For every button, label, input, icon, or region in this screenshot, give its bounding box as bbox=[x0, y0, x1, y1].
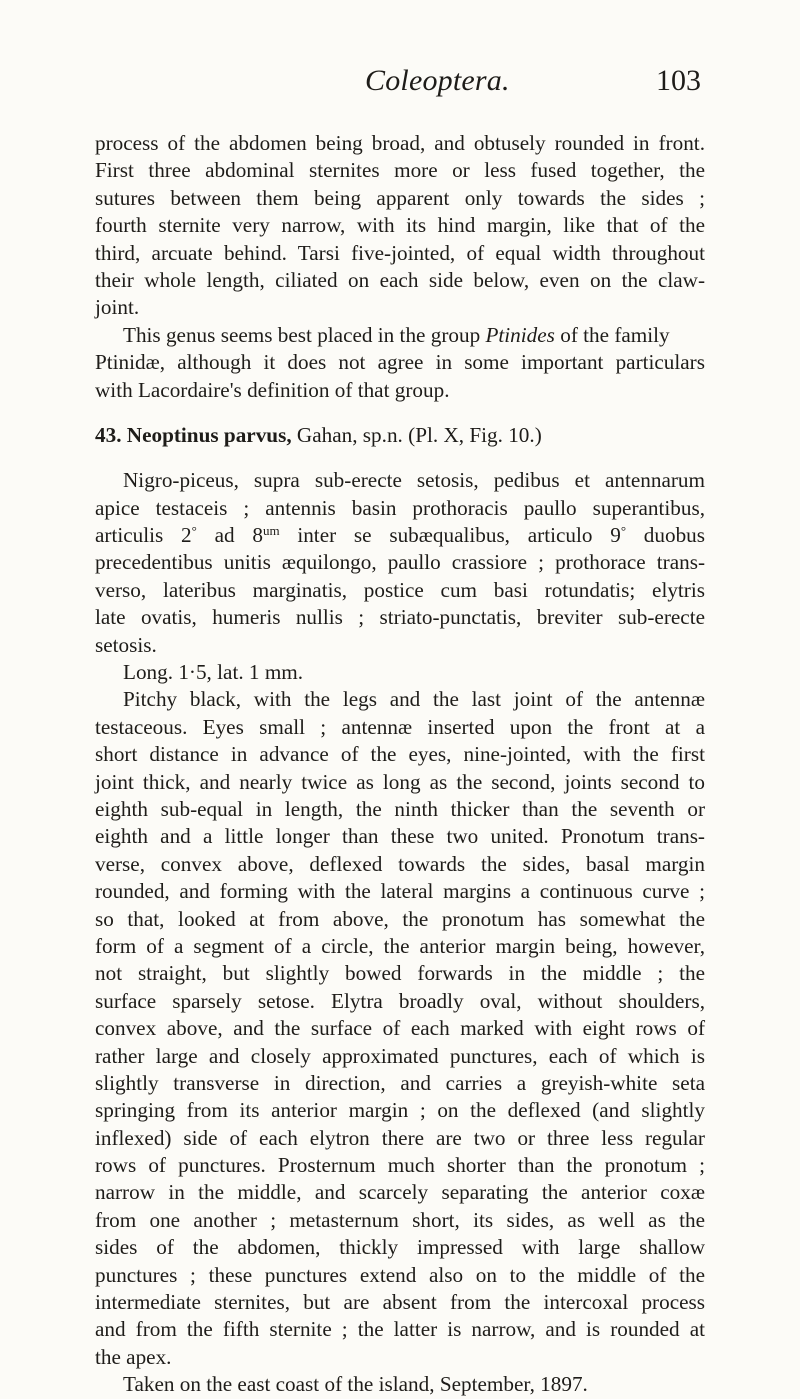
description-line: rounded, and forming with the lateral margins a continuous curve ; bbox=[95, 879, 705, 904]
running-head bbox=[0, 60, 800, 110]
latin-line bbox=[95, 522, 705, 549]
description-line: rows of punctures. Prosternum much shorter than the pronotum ; bbox=[95, 1153, 705, 1178]
measurement-line: Long. 1·5, lat. 1 mm. bbox=[123, 660, 304, 685]
text-run: articulis 2 bbox=[95, 523, 192, 548]
ordinal-suffix: um bbox=[262, 523, 280, 539]
description-line: surface sparsely setose. Elytra broadly oval, without shoulders, bbox=[95, 988, 705, 1013]
text-run: ad 8 bbox=[196, 523, 263, 548]
description-line: eighth and a little longer than these two united. Pronotum trans- bbox=[95, 824, 705, 849]
description-line: and from the fifth sternite ; the latter is narrow, and is rounded at bbox=[95, 1317, 705, 1342]
text-line: process of the abdomen being broad, and obtusely rounded in front. bbox=[95, 131, 705, 155]
text-line: sutures between them being apparent only towards the sides ; bbox=[95, 185, 705, 210]
description-line: so that, looked at from above, the pronotum has somewhat the bbox=[95, 906, 705, 931]
description-line: slightly transverse in direction, and carries a greyish-white seta bbox=[95, 1070, 705, 1095]
description-line: testaceous. Eyes small ; antennæ inserted upon the front at a bbox=[95, 714, 705, 739]
description-line: not straight, but slightly bowed forwards in the middle ; the bbox=[95, 961, 705, 986]
species-heading bbox=[95, 422, 705, 449]
description-line: from one another ; metasternum short, its sides, as well as the bbox=[95, 1207, 705, 1232]
degree-mark: ° bbox=[620, 523, 627, 539]
text-run: inter se subæqualibus, articulo 9 bbox=[279, 523, 621, 548]
description-line: form of a segment of a circle, the anterior margin being, however, bbox=[95, 933, 705, 958]
species-number: 43. bbox=[95, 422, 122, 447]
text-run: duobus bbox=[626, 523, 706, 548]
description-line: joint thick, and nearly twice as long as the second, joints second to bbox=[95, 769, 705, 794]
text-line: with Lacordaire's definition of that group. bbox=[95, 377, 450, 402]
description-line: narrow in the middle, and scarcely separating the anterior coxæ bbox=[95, 1180, 705, 1205]
group-name: Ptinides bbox=[485, 322, 555, 347]
description-line: intermediate sternites, but are absent from the intercoxal process bbox=[95, 1290, 705, 1315]
description-line: convex above, and the surface of each marked with eight rows of bbox=[95, 1016, 705, 1041]
description-line: inflexed) side of each elytron there are two or three less regular bbox=[95, 1125, 705, 1150]
latin-line: verso, lateribus marginatis, postice cum basi rotundatis; elytris bbox=[95, 577, 705, 602]
locality-line: Taken on the east coast of the island, September, 1897. bbox=[123, 1372, 588, 1397]
text-line: First three abdominal sternites more or less fused together, the bbox=[95, 158, 705, 183]
description-line: rather large and closely approximated punctures, each of which is bbox=[95, 1043, 705, 1068]
page-body bbox=[95, 130, 705, 1399]
description-line: punctures ; these punctures extend also on to the middle of the bbox=[95, 1262, 705, 1287]
description-line: verse, convex above, deflexed towards the sides, basal margin bbox=[95, 851, 705, 876]
description-line: short distance in advance of the eyes, nine-jointed, with the first bbox=[95, 742, 705, 767]
text-line bbox=[95, 322, 705, 349]
text-run: This genus seems best placed in the group bbox=[123, 322, 486, 347]
latin-line: apice testaceis ; antennis basin prothoracis paullo superantibus, bbox=[95, 495, 705, 520]
text-line: joint. bbox=[95, 295, 140, 320]
text-line: their whole length, ciliated on each side below, even on the claw- bbox=[95, 267, 705, 292]
text-line: third, arcuate behind. Tarsi five-jointed, of equal width throughout bbox=[95, 240, 705, 265]
description-line: springing from its anterior margin ; on the deflexed (and slightly bbox=[95, 1098, 705, 1123]
text-line: Ptinidæ, although it does not agree in some important particulars bbox=[95, 350, 705, 375]
latin-line: late ovatis, humeris nullis ; striato-punctatis, breviter sub-erecte bbox=[95, 605, 705, 630]
description-line: the apex. bbox=[95, 1344, 172, 1369]
page-number: 103 bbox=[656, 64, 701, 97]
text-run: of the family bbox=[554, 322, 670, 347]
latin-line: Nigro-piceus, supra sub-erecte setosis, pedibus et antennarum bbox=[123, 468, 705, 493]
degree-mark: ° bbox=[191, 523, 197, 539]
description-line: Pitchy black, with the legs and the last joint of the antennæ bbox=[123, 687, 705, 712]
text-line: fourth sternite very narrow, with its hind margin, like that of the bbox=[95, 213, 705, 238]
running-title: Coleoptera. bbox=[365, 64, 510, 97]
latin-line: setosis. bbox=[95, 632, 157, 657]
description-line: eighth sub-equal in length, the ninth thicker than the seventh or bbox=[95, 796, 705, 821]
latin-line: precedentibus unitis æquilongo, paullo crassiore ; prothorace trans- bbox=[95, 550, 705, 575]
species-authority: Gahan, sp.n. (Pl. X, Fig. 10.) bbox=[291, 422, 542, 447]
description-line: sides of the abdomen, thickly impressed with large shallow bbox=[95, 1235, 705, 1260]
species-name: Neoptinus parvus, bbox=[126, 422, 292, 447]
